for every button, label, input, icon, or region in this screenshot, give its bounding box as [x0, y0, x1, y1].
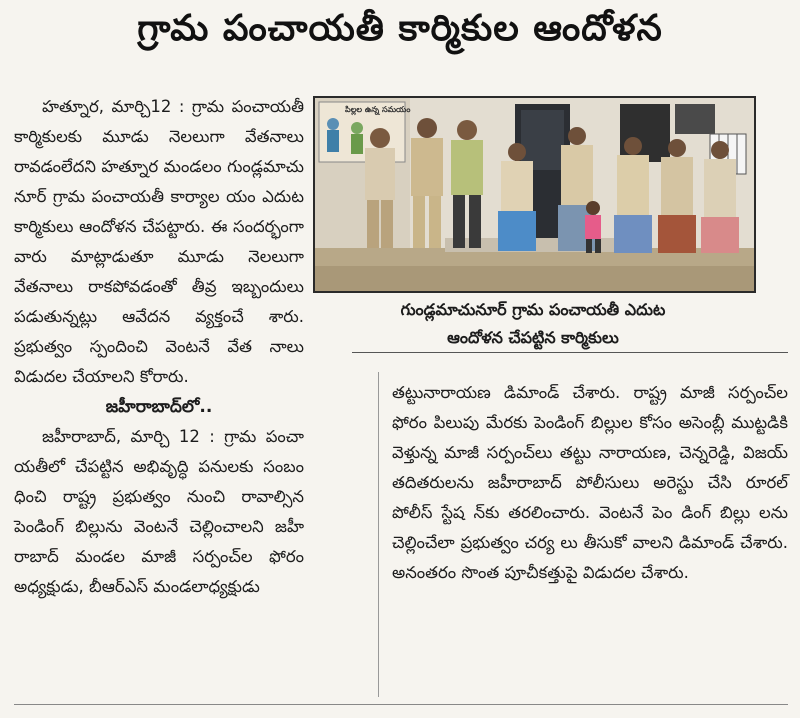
caption-divider: [352, 352, 788, 353]
article-paragraph-2: జహీరాబాద్, మార్చి 12 : గ్రామ పంచా యతీలో చేపట్టిన అభివృద్ధి పనులకు సంబం ధించి రాష్ట్ర ప్రభుత్వం నుంచి రావాల్సిన పెండింగ్ బిల్లును వెంటనే చెల్లించాలని జహీ రాబాద్ మండల మాజీ సర్పంచ్‌ల ఫోరం అధ్యక్షుడు, బీఆర్ఎస్ మండలాధ్యక్షుడు: [14, 427, 304, 596]
photo-sign-text: పిల్లల ఉన్న సమయం: [345, 105, 411, 114]
article-paragraph-3: తట్టునారాయణ డిమాండ్ చేశారు. రాష్ట్ర మాజీ సర్పంచ్‌ల ఫోరం పిలుపు మేరకు పెండింగ్ బిల్లుల కోసం అసెంబ్లీ ముట్టడికి వెళ్తున్న మాజీ సర్పంచ్‌లు తట్టు నారాయణ, చెన్నరెడ్డి, విజయ్ తదితరులను జహీరాబాద్ పోలీసులు అరెస్టు చేసి రూరల్ పోలీస్ స్టేష న్‌కు తరలించారు. వెంటనే పెం డింగ్ బిల్లు లను చెల్లించేలా ప్రభుత్వం చర్య లు తీసుకో వాలని డిమాండ్ చేశారు. అనంతరం సొంత పూచీకత్తుపై విడుదల చేశారు.: [392, 383, 788, 582]
headline: గ్రామ పంచాయతీ కార్మికుల ఆందోళన: [137, 8, 663, 49]
subheading-zaheerabad: జహీరాబాద్‌లో..: [105, 397, 213, 417]
caption-line-1: గుండ్లమాచునూర్ గ్రామ పంచాయతీ ఎదుట: [400, 300, 666, 319]
photo-caption: [318, 296, 748, 352]
photo-illustration: [315, 98, 754, 291]
news-photo: [313, 96, 756, 293]
left-column: [14, 92, 304, 602]
column-divider: [378, 372, 379, 697]
caption-line-2: ఆందోళన చేపట్టిన కార్మికులు: [447, 328, 619, 347]
article-paragraph-1: హత్నూర, మార్చి12 : గ్రామ పంచాయతీ కార్మికులకు మూడు నెలలుగా వేతనాలు రావడంలేదని హత్నూర మండలం గుండ్లమాచు నూర్ గ్రామ పంచాయతీ కార్యాల యం ఎదుట కార్మికులు ఆందోళన చేపట్టారు. ఈ సందర్భంగా వారు మాట్లాడుతూ మూడు నెలలుగా వేతనాలు రాకపోవడంతో తీవ్ర ఇబ్బందులు పడుతున్నట్లు ఆవేదన వ్యక్తంచే శారు. ప్రభుత్వం స్పందించి వెంటనే వేత నాలు విడుదల చేయాలని కోరారు.: [14, 97, 304, 386]
right-column: [392, 378, 788, 588]
bottom-divider: [14, 704, 788, 705]
